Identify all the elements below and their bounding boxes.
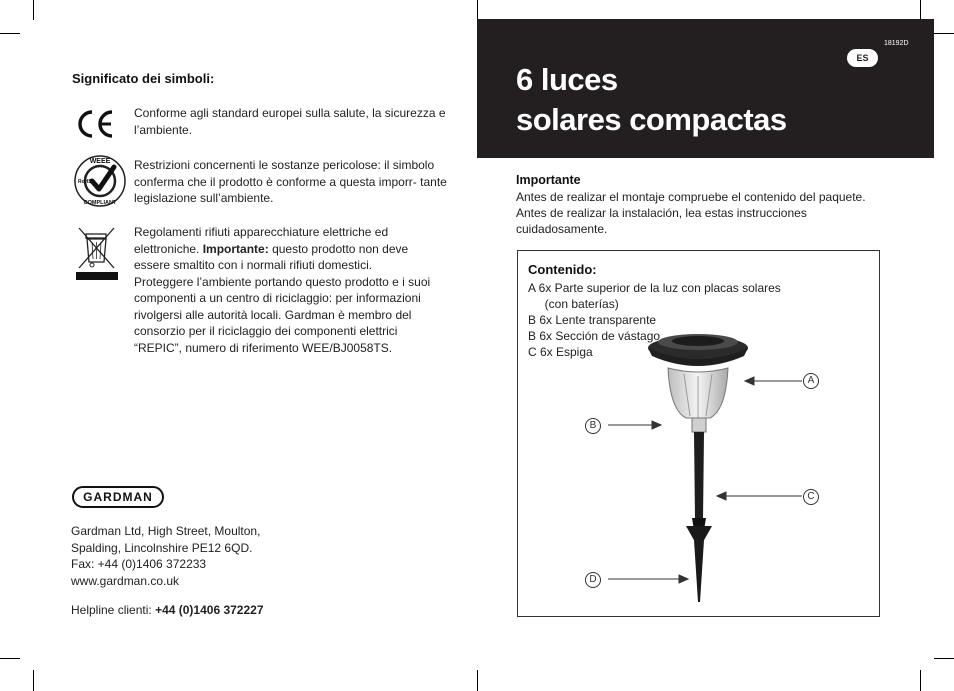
rohs-seal-left-text: RoHS [78, 179, 92, 185]
language-badge: ES [847, 49, 878, 67]
callout-arrows [600, 370, 810, 590]
document-code: 18192D [884, 40, 909, 47]
weee-text-prefix: Regolamenti rifiuti apparecchiature elettriche ed elettroniche. [134, 225, 389, 256]
title-line-2: solares compactas [516, 102, 787, 137]
page-title [516, 60, 787, 140]
crop-mark [477, 0, 478, 20]
crop-mark [33, 0, 34, 20]
callout-b: B [585, 418, 601, 434]
callout-c: C [803, 489, 819, 505]
weee-bin-icon [76, 226, 118, 287]
rohs-seal-top-text: WEEE [89, 158, 111, 165]
fax-line: Fax: +44 (0)1406 372233 [71, 557, 207, 571]
weee-text-rest: questo prodotto non deve essere smaltito con i normali rifiuti domestici. Proteggere l’ambiente portando questo prodotto e i suoi componenti a un centro di riciclaggio: per informazioni rivolgersi alle autorità locali. Gardman è membro del consorzio per il riciclaggio dei componenti elettrici “REPIC”, numero di riferimento WEE/BJ0058TS. [134, 241, 431, 355]
helpline-number: +44 (0)1406 372227 [155, 603, 264, 617]
weee-text-bold: Importante: [202, 241, 269, 256]
crop-mark [920, 670, 921, 691]
company-address [71, 523, 260, 589]
crop-mark [33, 670, 34, 691]
rohs-compliant-icon [72, 153, 128, 214]
crop-mark [920, 0, 921, 20]
contents-heading: Contenido: [528, 262, 597, 277]
helpline-label: Helpline clienti: [71, 603, 152, 617]
address-line: Gardman Ltd, High Street, Moulton, [71, 524, 261, 538]
crop-mark [934, 33, 954, 34]
title-line-1: 6 luces [516, 62, 618, 97]
important-text: Antes de realizar el montaje compruebe el contenido del paquete. Antes de realizar la instalación, lea estas instrucciones cuidadosamente. [516, 190, 866, 236]
rohs-description: Restrizioni concernenti le sostanze pericolose: il simbolo conferma che il prodotto è conforme a questa imporr- tante legislazione sull’ambiente. [134, 158, 447, 205]
list-item: (con baterías) [528, 297, 619, 311]
address-line: Spalding, Lincolnshire PE12 6QD. [71, 540, 253, 555]
ce-mark-description: Conforme agli standard europei sulla salute, la sicurezza e l’ambiente. [134, 106, 446, 137]
callout-d: D [585, 572, 601, 588]
list-item: A 6x Parte superior de la luz con placas solares [528, 281, 781, 295]
website-link[interactable]: www.gardman.co.uk [71, 573, 180, 588]
symbols-heading: Significato dei simboli: [72, 71, 215, 86]
list-item: B 6x Sección de vástago [528, 329, 661, 343]
helpline [71, 603, 264, 617]
list-item: C 6x Espiga [528, 345, 593, 359]
weee-description [134, 224, 434, 356]
important-heading: Importante [516, 173, 581, 187]
callout-a: A [803, 373, 819, 389]
gardman-logo: GARDMAN [72, 486, 164, 508]
list-item: B 6x Lente transparente [528, 313, 657, 327]
crop-mark [477, 670, 478, 691]
ce-mark-icon [74, 107, 116, 146]
crop-mark [934, 658, 954, 659]
rohs-seal-bottom-text: COMPLIANT [83, 200, 117, 206]
crop-mark [0, 658, 20, 659]
crop-mark [0, 33, 20, 34]
